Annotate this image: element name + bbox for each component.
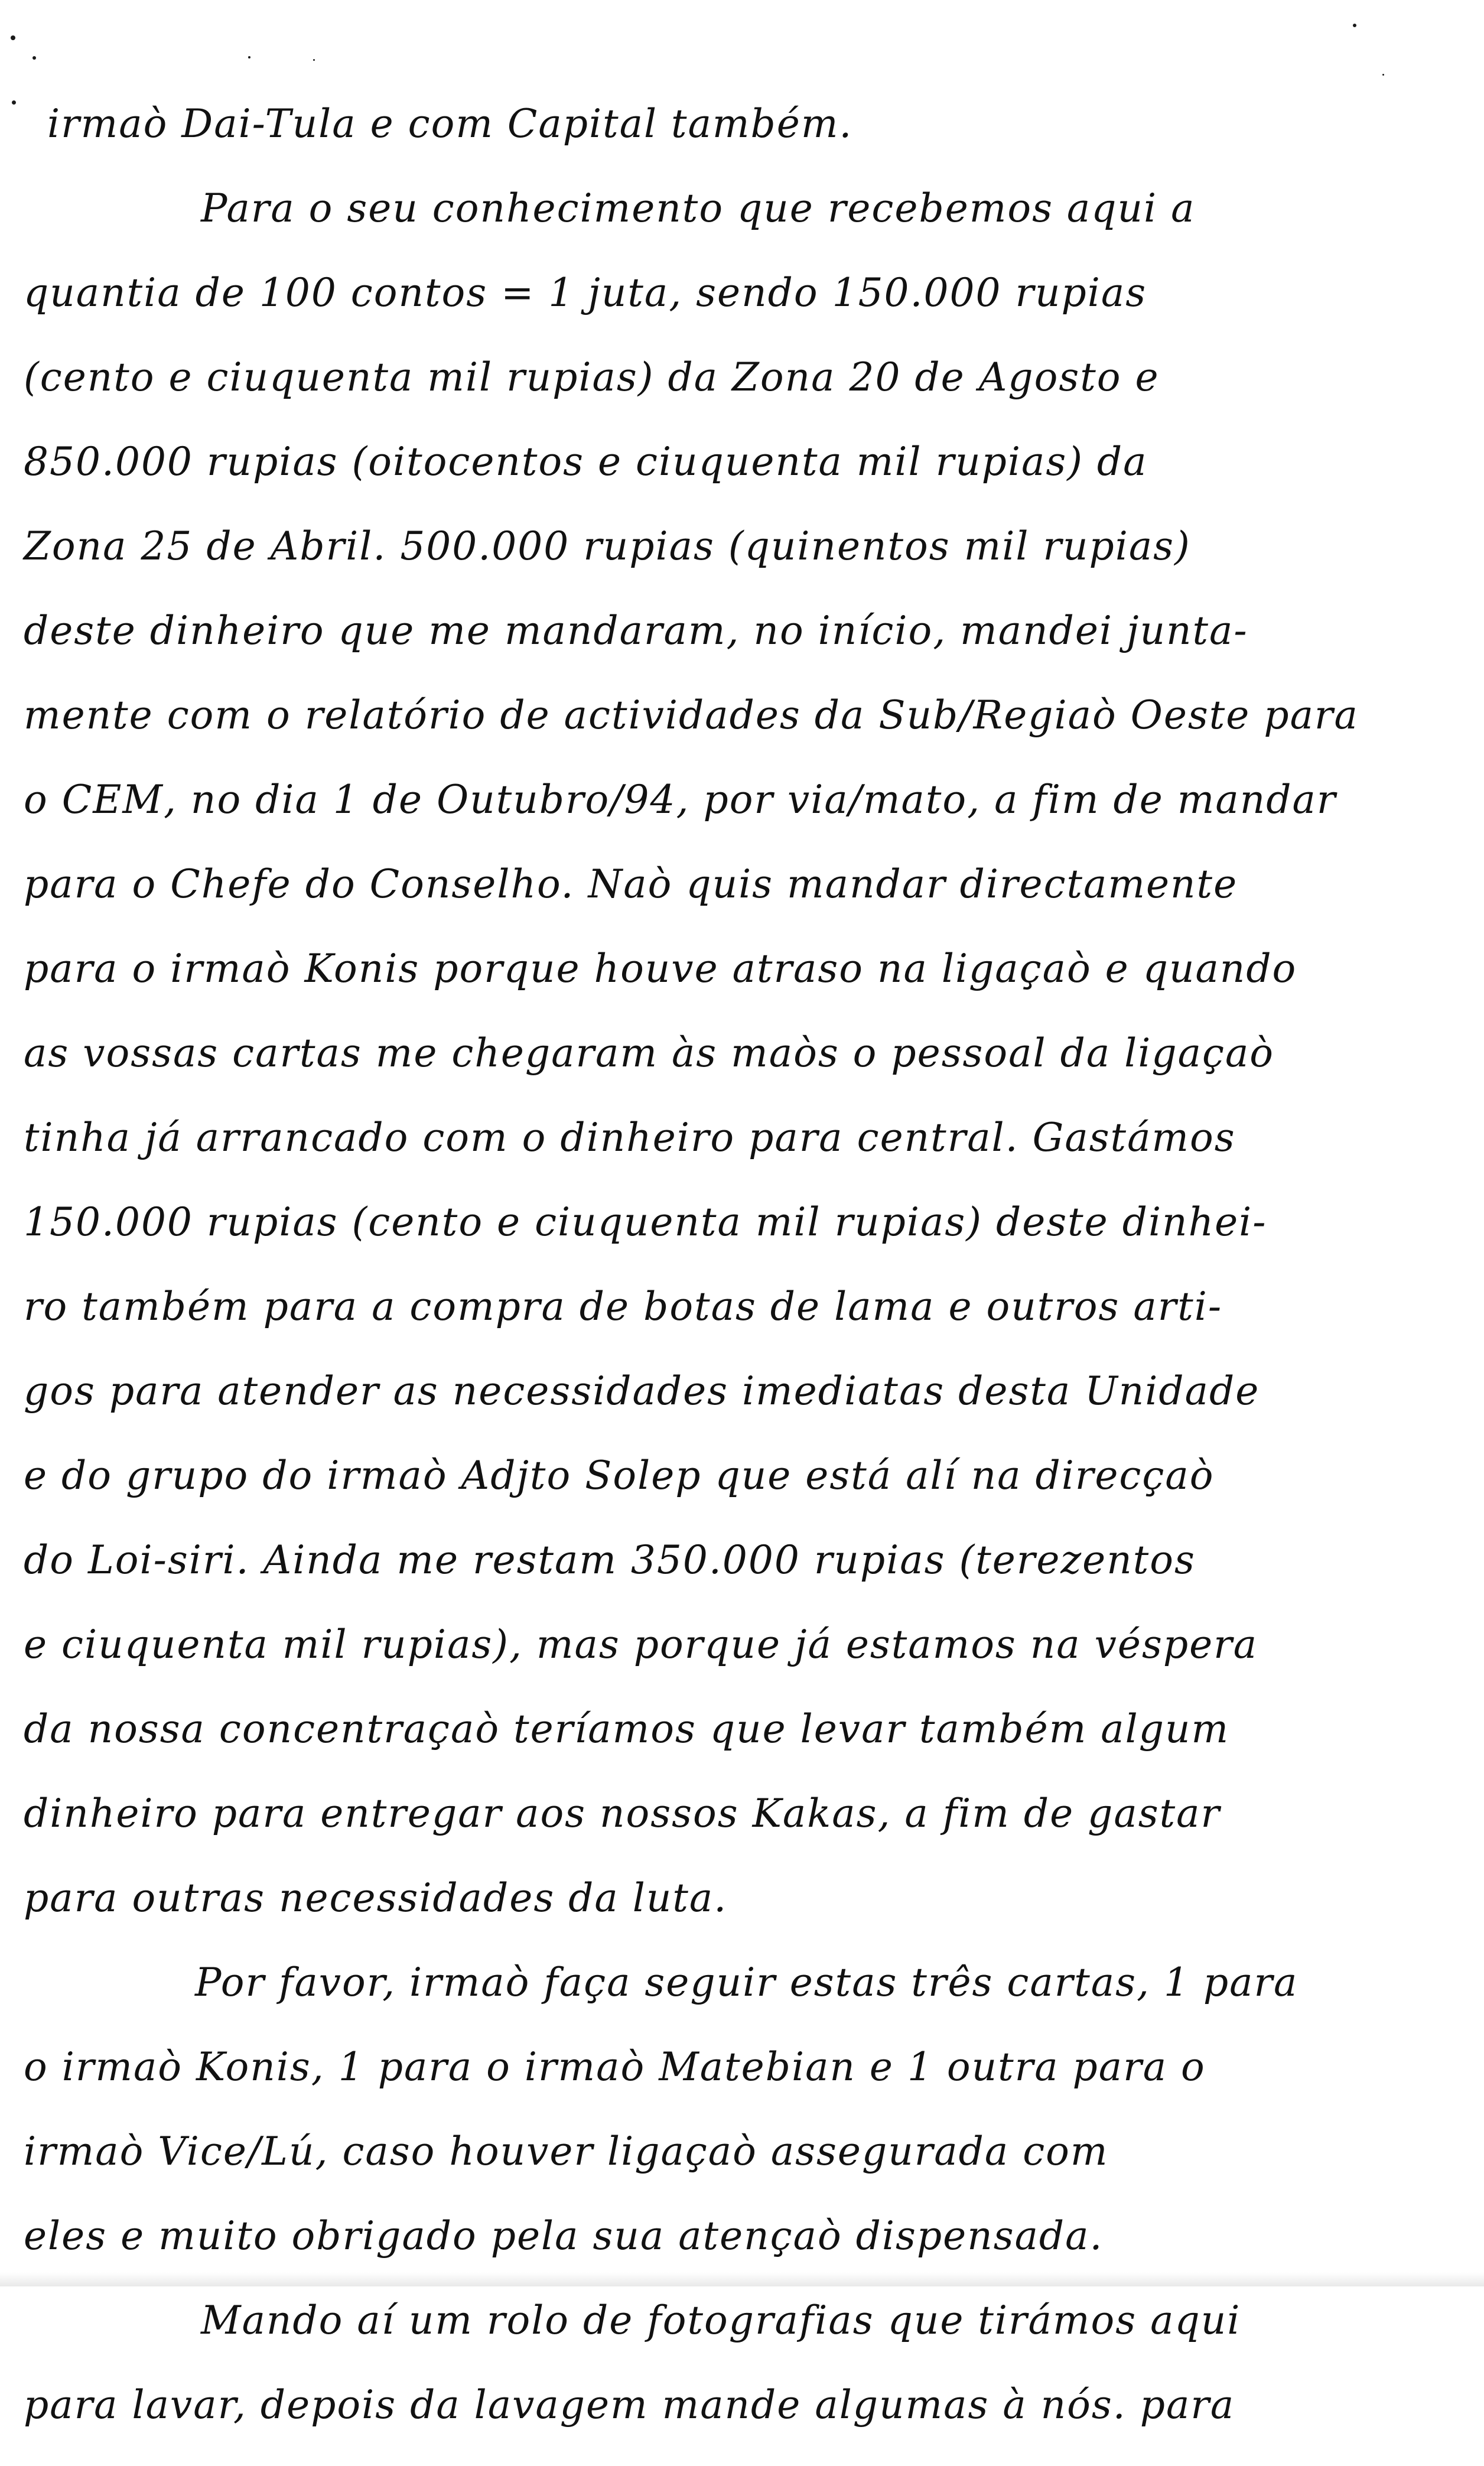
letter-line-25: irmaò Vice/Lú, caso houver ligaçaò assegurada com	[24, 2129, 1109, 2174]
letter-line-9: o CEM, no dia 1 de Outubro/94, por via/mato, a fim de mandar	[24, 777, 1337, 822]
letter-line-6: Zona 25 de Abril. 500.000 rupias (quinentos mil rupias)	[24, 523, 1191, 569]
letter-line-19: e ciuquenta mil rupias), mas porque já estamos na véspera	[24, 1622, 1258, 1667]
letter-line-17: e do grupo do irmaò Adjto Solep que está alí na direcçaò	[24, 1453, 1215, 1498]
letter-line-24: o irmaò Konis, 1 para o irmaò Matebian e 1 outra para o	[24, 2044, 1206, 2090]
letter-line-27: Mando aí um rolo de fotografias que tirámos aqui	[201, 2298, 1241, 2343]
letter-line-28: para lavar, depois da lavagem mande algumas à nós. para	[24, 2382, 1235, 2428]
letter-line-1: irmaò Dai-Tula e com Capital também.	[47, 101, 853, 147]
letter-line-4: (cento e ciuquenta mil rupias) da Zona 20 de Agosto e	[24, 354, 1160, 400]
letter-line-2: Para o seu conhecimento que recebemos aqui a	[201, 186, 1196, 231]
scan-bottom-edge	[0, 2272, 1484, 2286]
letter-line-16: gos para atender as necessidades imediatas desta Unidade	[24, 1368, 1260, 1414]
letter-line-22: para outras necessidades da luta.	[24, 1875, 728, 1921]
letter-line-20: da nossa concentraçaò teríamos que levar também algum	[24, 1706, 1230, 1752]
letter-line-7: deste dinheiro que me mandaram, no início, mandei junta-	[24, 608, 1248, 653]
letter-line-14: 150.000 rupias (cento e ciuquenta mil rupias) deste dinhei-	[24, 1199, 1267, 1245]
letter-line-18: do Loi-siri. Ainda me restam 350.000 rupias (terezentos	[24, 1537, 1196, 1583]
letter-line-23: Por favor, irmaò faça seguir estas três cartas, 1 para	[195, 1960, 1298, 2005]
letter-line-12: as vossas cartas me chegaram às maòs o pessoal da ligaçaò	[24, 1030, 1275, 1076]
letter-line-26: eles e muito obrigado pela sua atençaò dispensada.	[24, 2213, 1104, 2259]
letter-line-10: para o Chefe do Conselho. Naò quis mandar directamente	[24, 861, 1238, 907]
letter-line-15: ro também para a compra de botas de lama e outros arti-	[24, 1284, 1223, 1329]
handwritten-letter-body	[24, 100, 1453, 2466]
letter-line-3: quantia de 100 contos = 1 juta, sendo 150.000 rupias	[24, 270, 1147, 315]
letter-line-5: 850.000 rupias (oitocentos e ciuquenta mil rupias) da	[24, 439, 1148, 484]
letter-line-21: dinheiro para entregar aos nossos Kakas, a fim de gastar	[24, 1791, 1221, 1836]
letter-line-13: tinha já arrancado com o dinheiro para central. Gastámos	[24, 1115, 1236, 1160]
letter-line-8: mente com o relatório de actividades da Sub/Regiaò Oeste para	[24, 692, 1359, 738]
letter-line-11: para o irmaò Konis porque houve atraso na ligaçaò e quando	[24, 946, 1297, 991]
